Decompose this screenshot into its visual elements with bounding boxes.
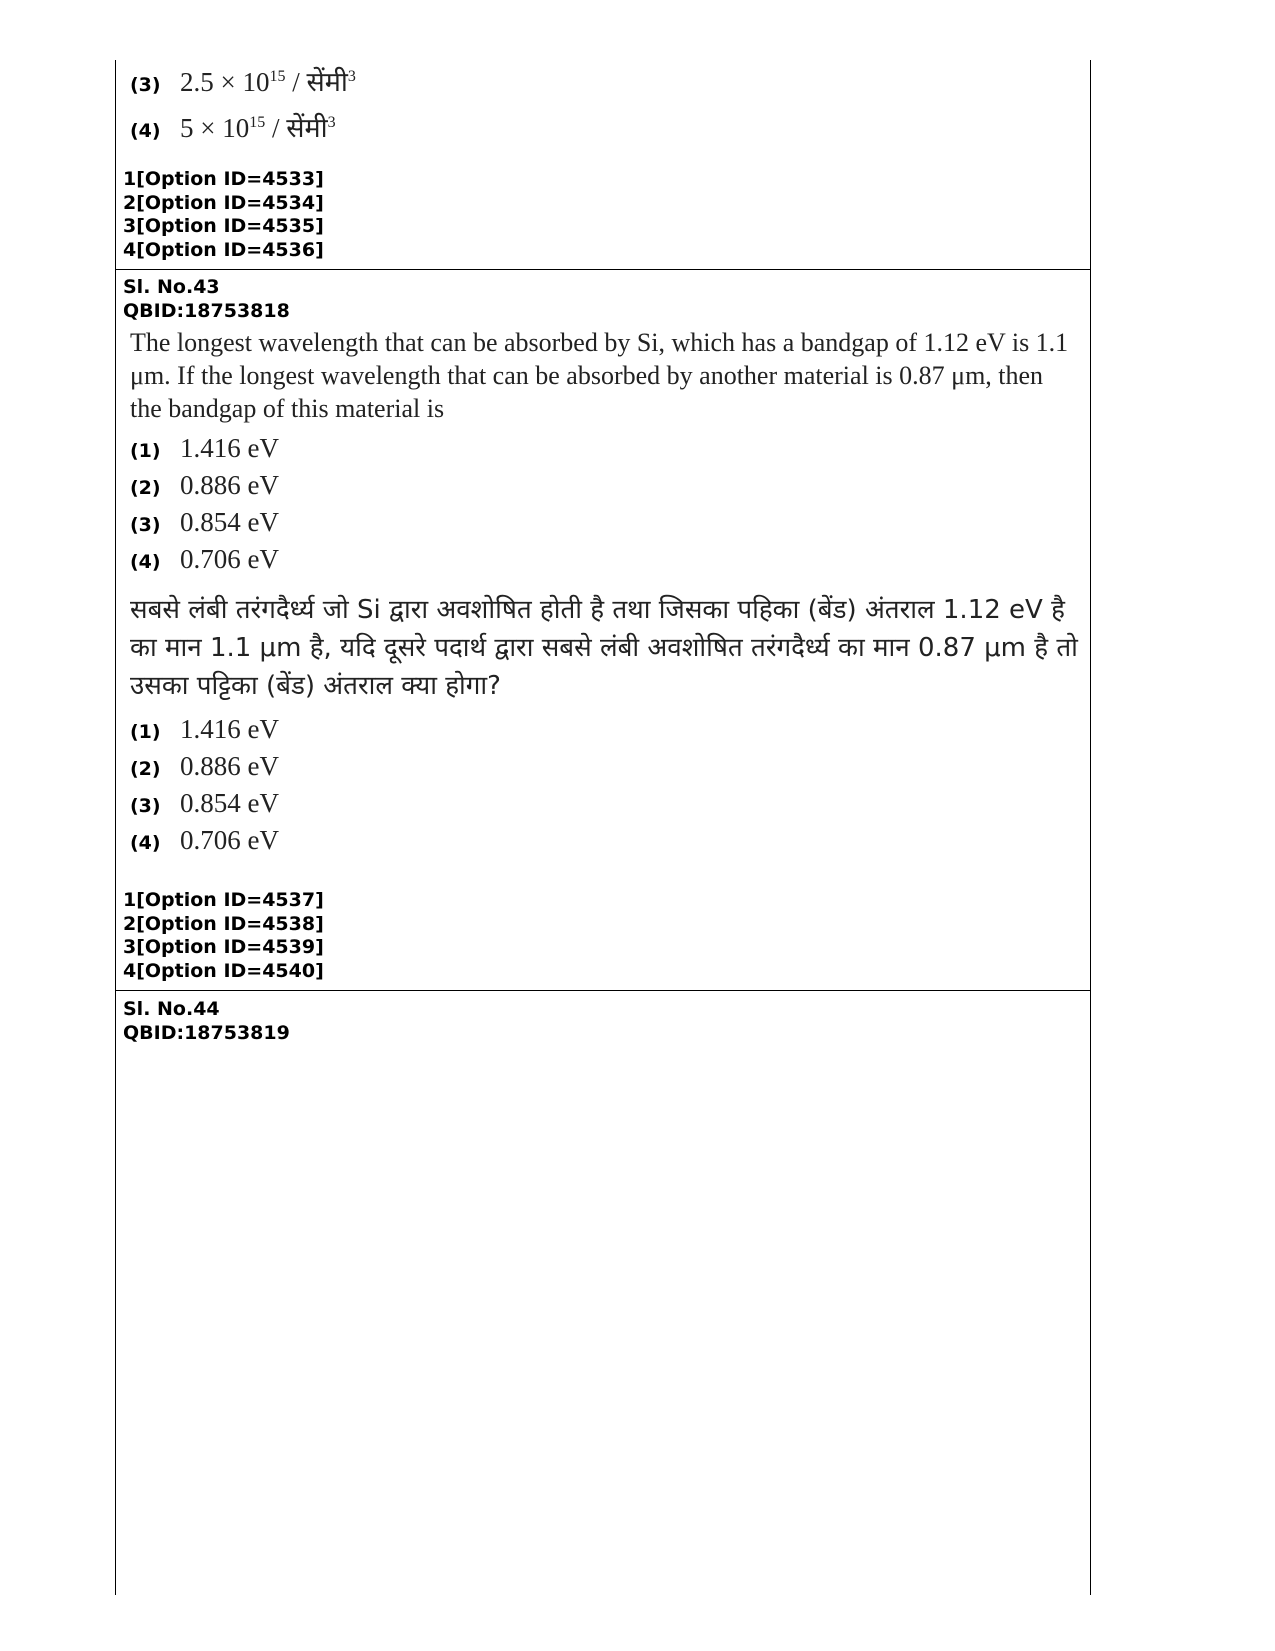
q43-hi-option-1 <box>130 714 279 745</box>
option-id-line: 4[Option ID=4536] <box>123 238 324 261</box>
question-43-option-ids <box>123 889 1083 983</box>
option-value: $5 \times 10^{15}$ / सेंमी$^3$ <box>180 113 336 143</box>
option-number: (1) <box>130 440 161 462</box>
q43-hi-option-2 <box>130 751 279 782</box>
option-value: 0.706 eV <box>180 544 279 574</box>
q43-hi-option-4 <box>130 825 279 856</box>
option-number: (2) <box>130 758 161 780</box>
option-number: (4) <box>130 120 161 142</box>
prev-option-ids <box>123 168 1083 262</box>
option-number: (4) <box>130 832 161 854</box>
option-value: 0.886 eV <box>180 470 279 500</box>
question-44-header <box>123 998 1083 1045</box>
option-id-line: 4[Option ID=4540] <box>123 959 324 982</box>
prev-option-4 <box>130 108 336 145</box>
q43-hi-option-3 <box>130 788 279 819</box>
qbid: QBID:18753818 <box>123 299 290 322</box>
option-number: (4) <box>130 551 161 573</box>
question-43-stem-hindi: सबसे लंबी तरंगदैर्ध्य जो Si द्वारा अवशोषित होती है तथा जिसका पहिका (बेंड) अंतराल 1.12 eV है का मान 1.1 μm है, यदि दूसरे पदार्थ द्वारा सबसे लंबी अवशोषित तरंगदैर्ध्य का मान 0.87 μm है तो उसका पट्टिका (बेंड) अंतराल क्या होगा? <box>130 595 1078 701</box>
option-value: 0.886 eV <box>180 751 279 781</box>
option-id-line: 2[Option ID=4538] <box>123 912 324 935</box>
prev-option-3 <box>130 62 356 99</box>
q43-en-option-1 <box>130 433 279 464</box>
option-value: 1.416 eV <box>180 433 279 463</box>
option-id-line: 2[Option ID=4534] <box>123 191 324 214</box>
sl-no: Sl. No.44 <box>123 998 220 1020</box>
option-value: $2.5 \times 10^{15}$ / सेंमी$^3$ <box>180 67 356 97</box>
q43-en-option-3 <box>130 507 279 538</box>
option-value: 0.854 eV <box>180 788 279 818</box>
page-border-left <box>115 60 116 1595</box>
q43-en-option-4 <box>130 544 279 575</box>
option-number: (2) <box>130 477 161 499</box>
sl-no: Sl. No.43 <box>123 276 220 298</box>
option-id-line: 3[Option ID=4535] <box>123 215 324 237</box>
option-number: (1) <box>130 721 161 743</box>
option-id-line: 1[Option ID=4533] <box>123 168 324 190</box>
option-number: (3) <box>130 74 161 96</box>
option-id-line: 1[Option ID=4537] <box>123 889 324 911</box>
question-divider <box>115 990 1091 991</box>
option-value: 0.854 eV <box>180 507 279 537</box>
option-number: (3) <box>130 795 161 817</box>
question-43-stem-english: The longest wavelength that can be absorbed by Si, which has a bandgap of 1.12 eV is 1.1 μm. If the longest wavelength that can be absorbed by another material is 0.87 μm, then the bandgap of this material is <box>130 328 1069 423</box>
option-value: 1.416 eV <box>180 714 279 744</box>
option-number: (3) <box>130 514 161 536</box>
qbid: QBID:18753819 <box>123 1021 290 1044</box>
page-border-right <box>1090 60 1091 1595</box>
question-43-header <box>123 276 1083 323</box>
q43-en-option-2 <box>130 470 279 501</box>
option-id-line: 3[Option ID=4539] <box>123 936 324 958</box>
option-value: 0.706 eV <box>180 825 279 855</box>
question-divider <box>115 269 1091 270</box>
